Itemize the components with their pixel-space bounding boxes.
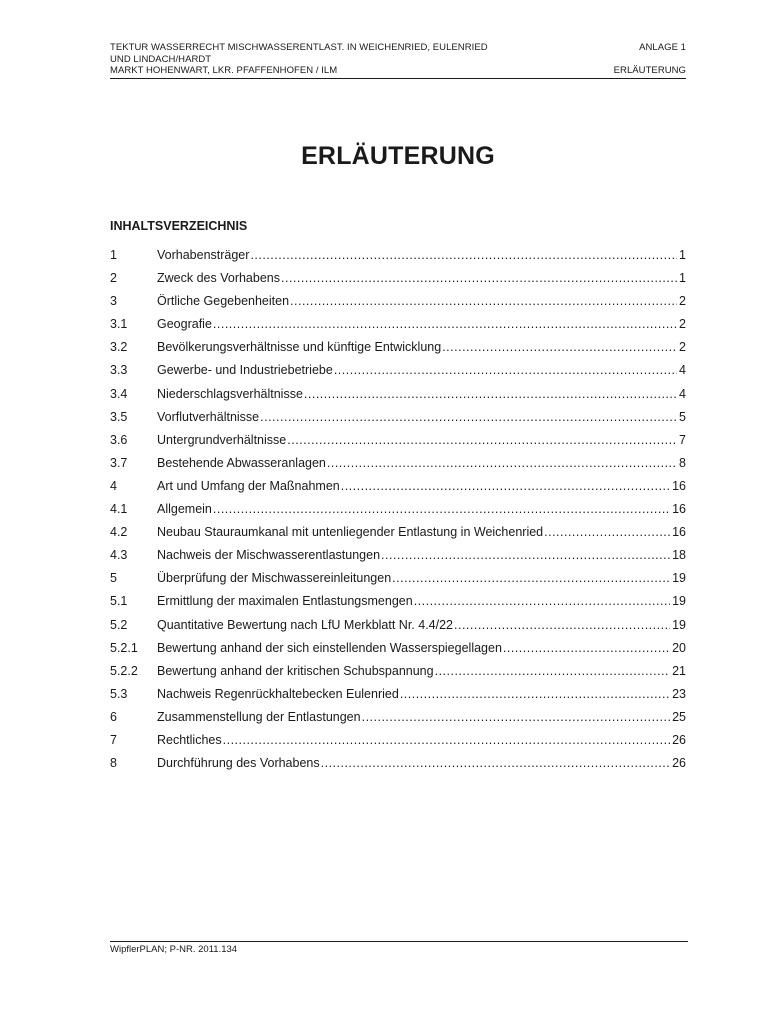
toc-entry-label: Quantitative Bewertung nach LfU Merkblatt Nr. 4.4/22 [157, 617, 453, 632]
toc-entry-label-wrap [157, 729, 672, 752]
toc-entry-page: 8 [679, 455, 686, 470]
toc-entry-page: 2 [679, 340, 686, 355]
toc-entry-page: 2 [679, 294, 686, 309]
toc-entry-number: 5.2 [110, 617, 128, 632]
toc-dot-leader [503, 637, 670, 660]
toc-entry-label-wrap [157, 429, 679, 452]
toc-dot-leader [362, 706, 671, 729]
toc-entry-page: 16 [672, 478, 686, 493]
toc-entry-label-wrap [157, 452, 679, 475]
toc-entry-label-wrap [157, 290, 679, 313]
toc-entry-page: 1 [679, 271, 686, 286]
toc-dot-leader [287, 429, 677, 452]
toc-dot-leader [334, 359, 677, 382]
toc-dot-leader [213, 498, 670, 521]
toc-entry-number: 4.2 [110, 525, 128, 540]
toc-entry-number: 4.3 [110, 548, 128, 563]
table-of-contents [110, 244, 686, 775]
toc-entry-label: Durchführung des Vorhabens [157, 756, 320, 771]
toc-entry-number: 1 [110, 248, 117, 262]
toc-entry-label-wrap [157, 637, 672, 660]
header-divider [110, 78, 686, 79]
toc-entry-label-wrap [157, 475, 672, 498]
toc-entry[interactable] [110, 383, 686, 406]
toc-entry[interactable] [110, 313, 686, 336]
toc-entry[interactable] [110, 660, 686, 683]
toc-entry-label: Rechtliches [157, 732, 222, 747]
toc-entry[interactable] [110, 452, 686, 475]
toc-entry-label: Nachweis der Mischwasserentlastungen [157, 548, 381, 563]
toc-entry-label: Örtliche Gegebenheiten [157, 294, 290, 309]
toc-entry-label: Bewertung anhand der kritischen Schubspannung [157, 663, 434, 678]
toc-entry[interactable] [110, 244, 686, 267]
toc-entry-page: 16 [672, 502, 686, 517]
toc-entry-label-wrap [157, 614, 672, 637]
toc-entry-number: 3.5 [110, 409, 128, 424]
toc-entry-label: Bestehende Abwasseranlagen [157, 455, 326, 470]
toc-entry[interactable] [110, 267, 686, 290]
toc-entry-label-wrap [157, 567, 672, 590]
toc-entry-number: 3.7 [110, 455, 128, 470]
toc-entry[interactable] [110, 752, 686, 775]
toc-dot-leader [290, 290, 677, 313]
toc-entry-number: 2 [110, 271, 117, 286]
toc-entry-label-wrap [157, 521, 672, 544]
page-footer: WipflerPLAN; P-NR. 2011.134 [110, 944, 238, 955]
toc-entry-page: 5 [679, 409, 686, 424]
toc-entry-number: 6 [110, 709, 117, 724]
toc-entry-label-wrap [157, 336, 679, 359]
toc-entry-label: Neubau Stauraumkanal mit untenliegender Entlastung in Weichenried [157, 525, 544, 540]
header-attachment-label: ANLAGE 1 [639, 42, 686, 53]
document-title: ERLÄUTERUNG [301, 142, 495, 170]
toc-entry-number: 3.6 [110, 432, 128, 447]
toc-entry[interactable] [110, 637, 686, 660]
toc-dot-leader [281, 267, 677, 290]
toc-entry-page: 21 [672, 663, 686, 678]
toc-entry-page: 1 [679, 248, 686, 262]
header-line-2: UND LINDACH/HARDT [110, 53, 212, 65]
toc-entry-label-wrap [157, 752, 672, 775]
toc-entry-label-wrap [157, 683, 672, 706]
toc-entry-label: Vorflutverhältnisse [157, 409, 260, 424]
toc-entry-page: 23 [672, 686, 686, 701]
page-header [110, 42, 686, 77]
toc-dot-leader [260, 406, 677, 429]
toc-entry-number: 5 [110, 571, 117, 586]
toc-entry-number: 5.2.1 [110, 640, 138, 655]
toc-entry-label-wrap [157, 660, 672, 683]
footer-divider [110, 941, 688, 942]
header-project-title [110, 42, 540, 65]
toc-entry-label-wrap [157, 359, 679, 382]
toc-entry-label: Nachweis Regenrückhaltebecken Eulenried [157, 686, 399, 701]
toc-entry-number: 5.3 [110, 686, 128, 701]
toc-dot-leader [304, 383, 677, 406]
toc-dot-leader [442, 336, 677, 359]
toc-entry-page: 20 [672, 640, 686, 655]
toc-entry-page: 7 [679, 432, 686, 447]
toc-dot-leader [213, 313, 677, 336]
toc-entry-page: 4 [679, 386, 686, 401]
toc-heading: INHALTSVERZEICHNIS [110, 219, 248, 233]
toc-entry-number: 4 [110, 478, 117, 493]
toc-entry[interactable] [110, 498, 686, 521]
toc-dot-leader [454, 614, 670, 637]
toc-entry-label-wrap [157, 706, 672, 729]
toc-entry-number: 3.2 [110, 340, 128, 355]
toc-entry-label: Bevölkerungsverhältnisse und künftige Entwicklung [157, 340, 442, 355]
toc-entry[interactable] [110, 336, 686, 359]
toc-entry-label-wrap [157, 313, 679, 336]
toc-entry-page: 19 [672, 594, 686, 609]
toc-dot-leader [544, 521, 670, 544]
toc-entry-number: 4.1 [110, 502, 128, 517]
toc-entry-number: 5.1 [110, 594, 128, 609]
toc-entry-label: Vorhabensträger [157, 248, 250, 262]
header-line-1: TEKTUR WASSERRECHT MISCHWASSERENTLAST. IN WEICHENRIED, EULENRIED [110, 42, 488, 53]
toc-entry-page: 4 [679, 363, 686, 378]
toc-entry-label: Gewerbe- und Industriebetriebe [157, 363, 333, 378]
toc-dot-leader [250, 244, 677, 267]
toc-entry[interactable] [110, 290, 686, 313]
toc-entry-label: Art und Umfang der Maßnahmen [157, 478, 340, 493]
toc-entry-label-wrap [157, 544, 672, 567]
toc-entry-page: 19 [672, 571, 686, 586]
toc-entry-page: 26 [672, 732, 686, 747]
toc-entry-page: 19 [672, 617, 686, 632]
toc-entry-number: 3.3 [110, 363, 128, 378]
toc-entry[interactable] [110, 475, 686, 498]
toc-entry-number: 5.2.2 [110, 663, 138, 678]
toc-entry-label-wrap [157, 244, 679, 267]
toc-entry-label: Bewertung anhand der sich einstellenden Wasserspiegellagen [157, 640, 502, 655]
header-line-3: MARKT HOHENWART, LKR. PFAFFENHOFEN / ILM [110, 65, 338, 76]
toc-entry-label: Ermittlung der maximalen Entlastungsmengen [157, 594, 413, 609]
toc-entry[interactable] [110, 406, 686, 429]
toc-entry-number: 7 [110, 732, 117, 747]
toc-dot-leader [400, 683, 670, 706]
toc-dot-leader [321, 752, 670, 775]
toc-entry-label: Überprüfung der Mischwassereinleitungen [157, 571, 392, 586]
toc-dot-leader [327, 452, 677, 475]
toc-entry-number: 3.1 [110, 317, 128, 332]
toc-entry[interactable] [110, 590, 686, 613]
toc-dot-leader [381, 544, 670, 567]
toc-entry-label-wrap [157, 406, 679, 429]
toc-entry-number: 3.4 [110, 386, 128, 401]
toc-entry-label: Niederschlagsverhältnisse [157, 386, 303, 401]
toc-entry[interactable] [110, 544, 686, 567]
toc-entry-label: Zweck des Vorhabens [157, 271, 280, 286]
header-section-label: ERLÄUTERUNG [613, 65, 686, 76]
toc-entry-number: 3 [110, 294, 117, 309]
toc-dot-leader [414, 590, 670, 613]
toc-entry-label-wrap [157, 267, 679, 290]
toc-dot-leader [341, 475, 670, 498]
toc-entry-page: 16 [672, 525, 686, 540]
toc-entry[interactable] [110, 521, 686, 544]
toc-dot-leader [392, 567, 670, 590]
toc-entry[interactable] [110, 706, 686, 729]
toc-entry[interactable] [110, 614, 686, 637]
toc-entry-label-wrap [157, 590, 672, 613]
toc-entry-page: 26 [672, 756, 686, 771]
toc-entry-label: Allgemein [157, 502, 212, 517]
toc-entry-number: 8 [110, 756, 117, 771]
toc-entry[interactable] [110, 429, 686, 452]
toc-entry[interactable] [110, 729, 686, 752]
toc-entry-page: 25 [672, 709, 686, 724]
toc-entry-label-wrap [157, 498, 672, 521]
toc-entry-page: 18 [672, 548, 686, 563]
toc-entry-label: Zusammenstellung der Entlastungen [157, 709, 361, 724]
toc-entry[interactable] [110, 359, 686, 382]
toc-entry-page: 2 [679, 317, 686, 332]
toc-entry-label: Geografie [157, 317, 212, 332]
toc-entry[interactable] [110, 567, 686, 590]
toc-dot-leader [223, 729, 670, 752]
toc-entry-label: Untergrundverhältnisse [157, 432, 287, 447]
toc-dot-leader [435, 660, 671, 683]
toc-entry[interactable] [110, 683, 686, 706]
toc-entry-label-wrap [157, 383, 679, 406]
